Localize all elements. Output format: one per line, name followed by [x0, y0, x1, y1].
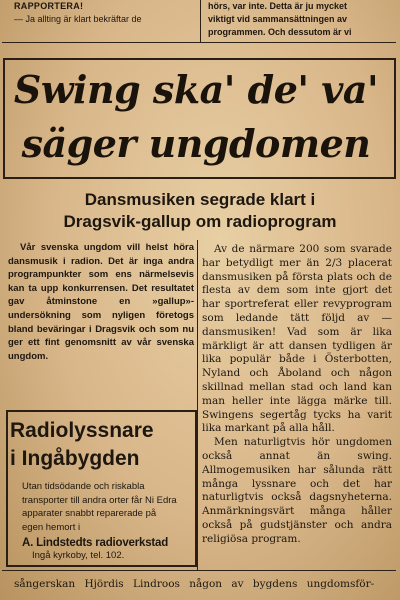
article-body [202, 243, 392, 547]
prev-article-label: RAPPORTERA! [14, 1, 84, 11]
ad-shop-name: A. Lindstedts radioverkstad [22, 537, 169, 549]
article-paragraph: Av de närmare 200 som svarade har betydligt mer än 2/3 placerat dansmusiken på första plats och de flesta av dem som inte gjort det har sportreferat eller revyprogram som ledande tätt följd av — dansmusiken! Vad som är lika märkligt är att dansen tydligen är lika populär både i Österbotten, Nyland och Åboland och någon skillnad mellan stad och land kan man heller inte lägga märke till. Swingens segertåg tycks ha varit lika markant på alla håll. [202, 243, 392, 435]
prev-article-right-line: hörs, var inte. Detta är ju mycket [208, 1, 348, 11]
prev-article-line: — Ja allting är klart bekräftar de [14, 14, 142, 24]
column-rule [197, 240, 198, 570]
prev-article-fragment [14, 0, 199, 26]
ad-address: Ingå kyrkoby, tel. 102. [32, 550, 125, 561]
subheadline-line-1: Dansmusiken segrade klart i [84, 190, 316, 209]
column-rule [200, 0, 201, 42]
column-divider [2, 42, 396, 43]
subheadline-line-2: Dragsvik-gallup om radioprogram [63, 212, 337, 231]
article-intro: Vår svenska ungdom vill helst höra dansmusik i radion. Det är inga andra programpunkter som ens närmelsevis kan ta upp konkurrensen. Det resultatet gav åtminstone en »gallup»-undersökning som nyligen företogs bland beväringar i Dragsvik och som nu ger ett fint genomsnitt av vår svenska ungdom. [8, 242, 194, 362]
headline-line-2: säger ungdomen [21, 121, 371, 166]
ad-body: Utan tidsödande och riskabla transporter till andra orter får Ni Edra apparater snabbt reparerade på egen hemort i [22, 481, 177, 533]
bottom-divider [2, 570, 396, 571]
ad-title-line-2: i Ingåbygden [10, 447, 140, 470]
prev-article-fragment-right [208, 0, 398, 39]
prev-article-right-line: programmen. Och dessutom är vi [208, 27, 352, 37]
prev-article-right-line: viktigt vid sammansättningen av [208, 14, 348, 24]
ad-title-line-1: Radiolyssnare [10, 419, 154, 442]
headline-line-1: Swing ska' de' va' [13, 67, 379, 112]
next-article-fragment: sångerskan Hjördis Lindroos någon av bygdens ungdomsför- [14, 578, 375, 590]
article-paragraph: Men naturligtvis hör ungdomen också annat än swing. Allmogemusiken har sålunda rätt många lyssnare och det har naturligtvis också dagsnyheterna. Anmärkningsvärt många håller också på gudstjänster och andra religiösa program. [202, 436, 392, 545]
